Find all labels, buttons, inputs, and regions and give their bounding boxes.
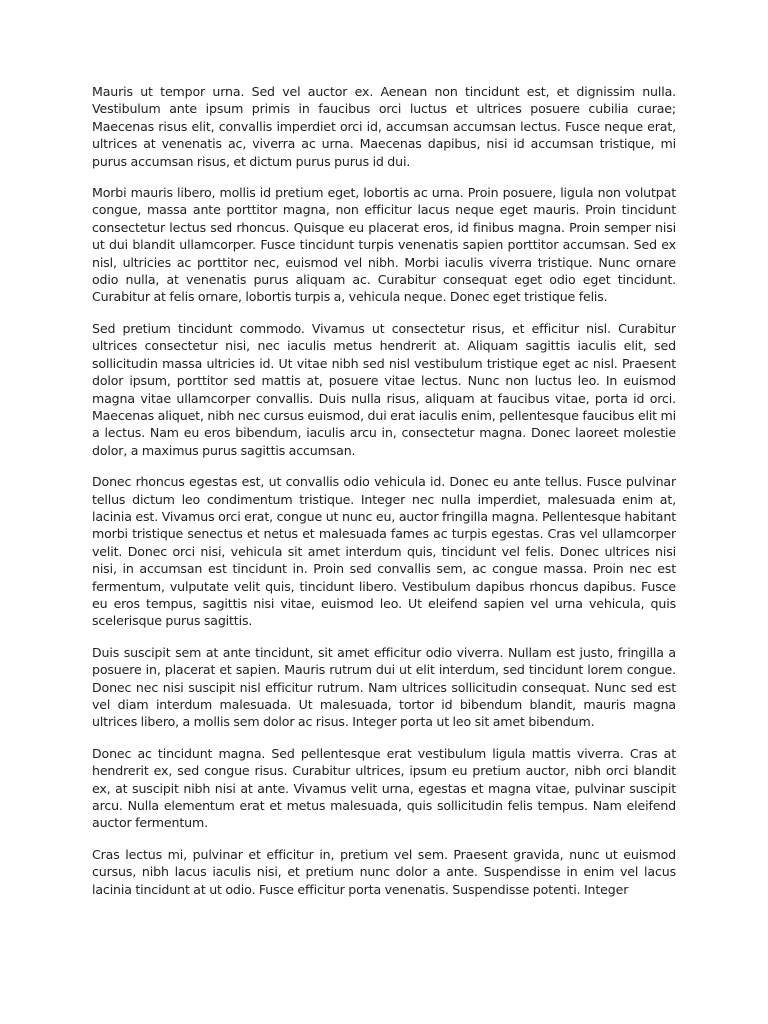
paragraph-2: Morbi mauris libero, mollis id pretium eget, lobortis ac urna. Proin posuere, ligula non volutpat congue, massa ante porttitor magna, non efficitur lacus neque eget mauris. Proin tincidunt consectetur lectus sed rhoncus. Quisque eu placerat eros, id finibus magna. Proin semper nisi ut dui blandit ullamcorper. Fusce tincidunt turpis venenatis sapien porttitor accumsan. Sed ex nisl, ultricies ac porttitor nec, euismod vel nibh. Morbi iaculis viverra tristique. Nunc ornare odio nulla, at venenatis purus aliquam ac. Curabitur consequat eget odio eget tincidunt. Curabitur at felis ornare, lobortis turpis a, vehicula neque. Donec eget tristique felis. (92, 185, 676, 305)
document-page (92, 83, 676, 1024)
paragraph-5: Duis suscipit sem at ante tincidunt, sit amet efficitur odio viverra. Nullam est justo, fringilla a posuere in, placerat et sapien. Mauris rutrum dui ut elit interdum, sed tincidunt lorem congue. Donec nec nisi suscipit nisl efficitur rutrum. Nam ultrices sollicitudin consequat. Nunc sed est vel diam interdum malesuada. Ut malesuada, tortor id bibendum blandit, mauris magna ultrices libero, a mollis sem dolor ac risus. Integer porta ut leo sit amet bibendum. (92, 644, 676, 730)
paragraph-6: Donec ac tincidunt magna. Sed pellentesque erat vestibulum ligula mattis viverra. Cras at hendrerit ex, sed congue risus. Curabitur ultrices, ipsum eu pretium auctor, nibh orci blandit ex, at suscipit nibh nisi at ante. Vivamus velit urna, egestas et magna vitae, pulvinar suscipit arcu. Nulla elementum erat et metus malesuada, quis sollicitudin felis tempus. Nam eleifend auctor fermentum. (92, 745, 676, 831)
paragraph-3: Sed pretium tincidunt commodo. Vivamus ut consectetur risus, et efficitur nisl. Curabitur ultrices consectetur nisi, nec iaculis metus hendrerit at. Aliquam sagittis iaculis elit, sed sollicitudin massa ultricies id. Ut vitae nibh sed nisl vestibulum tristique eget ac nisl. Praesent dolor ipsum, porttitor sed mattis at, posuere vitae lectus. Nunc non luctus leo. In euismod magna vitae ullamcorper convallis. Duis nulla risus, aliquam at faucibus vitae, porta id orci. Maecenas aliquet, nibh nec cursus euismod, dui erat iaculis enim, pellentesque faucibus elit mi a lectus. Nam eu eros bibendum, iaculis arcu in, consectetur magna. Donec laoreet molestie dolor, a maximus purus sagittis accumsan. (92, 320, 676, 458)
paragraph-7: Cras lectus mi, pulvinar et efficitur in, pretium vel sem. Praesent gravida, nunc ut euismod cursus, nibh lacus iaculis nisi, et pretium nunc dolor a ante. Suspendisse in enim vel lacus lacinia tincidunt at ut odio. Fusce efficitur porta venenatis. Suspendisse potenti. Integer (92, 846, 676, 897)
paragraph-4: Donec rhoncus egestas est, ut convallis odio vehicula id. Donec eu ante tellus. Fusce pulvinar tellus dictum leo condimentum tristique. Integer nec nulla imperdiet, malesuada enim at, lacinia est. Vivamus orci erat, congue ut nunc eu, auctor fringilla magna. Pellentesque habitant morbi tristique senectus et netus et malesuada fames ac turpis egestas. Cras vel ullamcorper velit. Donec orci nisi, vehicula sit amet interdum quis, tincidunt vel felis. Donec ultrices nisi nisi, in accumsan est tincidunt in. Proin sed convallis sem, ac congue massa. Proin nec est fermentum, vulputate velit quis, tincidunt libero. Vestibulum dapibus rhoncus dapibus. Fusce eu eros tempus, sagittis nisi vitae, euismod leo. Ut eleifend sapien vel urna vehicula, quis scelerisque purus sagittis. (92, 474, 676, 629)
paragraph-1: Mauris ut tempor urna. Sed vel auctor ex. Aenean non tincidunt est, et dignissim nulla. Vestibulum ante ipsum primis in faucibus orci luctus et ultrices posuere cubilia curae; Maecenas risus elit, convallis imperdiet orci id, accumsan accumsan lectus. Fusce neque erat, ultrices at venenatis ac, viverra ac urna. Maecenas dapibus, nisi id accumsan tristique, mi purus accumsan risus, et dictum purus purus id dui. (92, 84, 676, 169)
